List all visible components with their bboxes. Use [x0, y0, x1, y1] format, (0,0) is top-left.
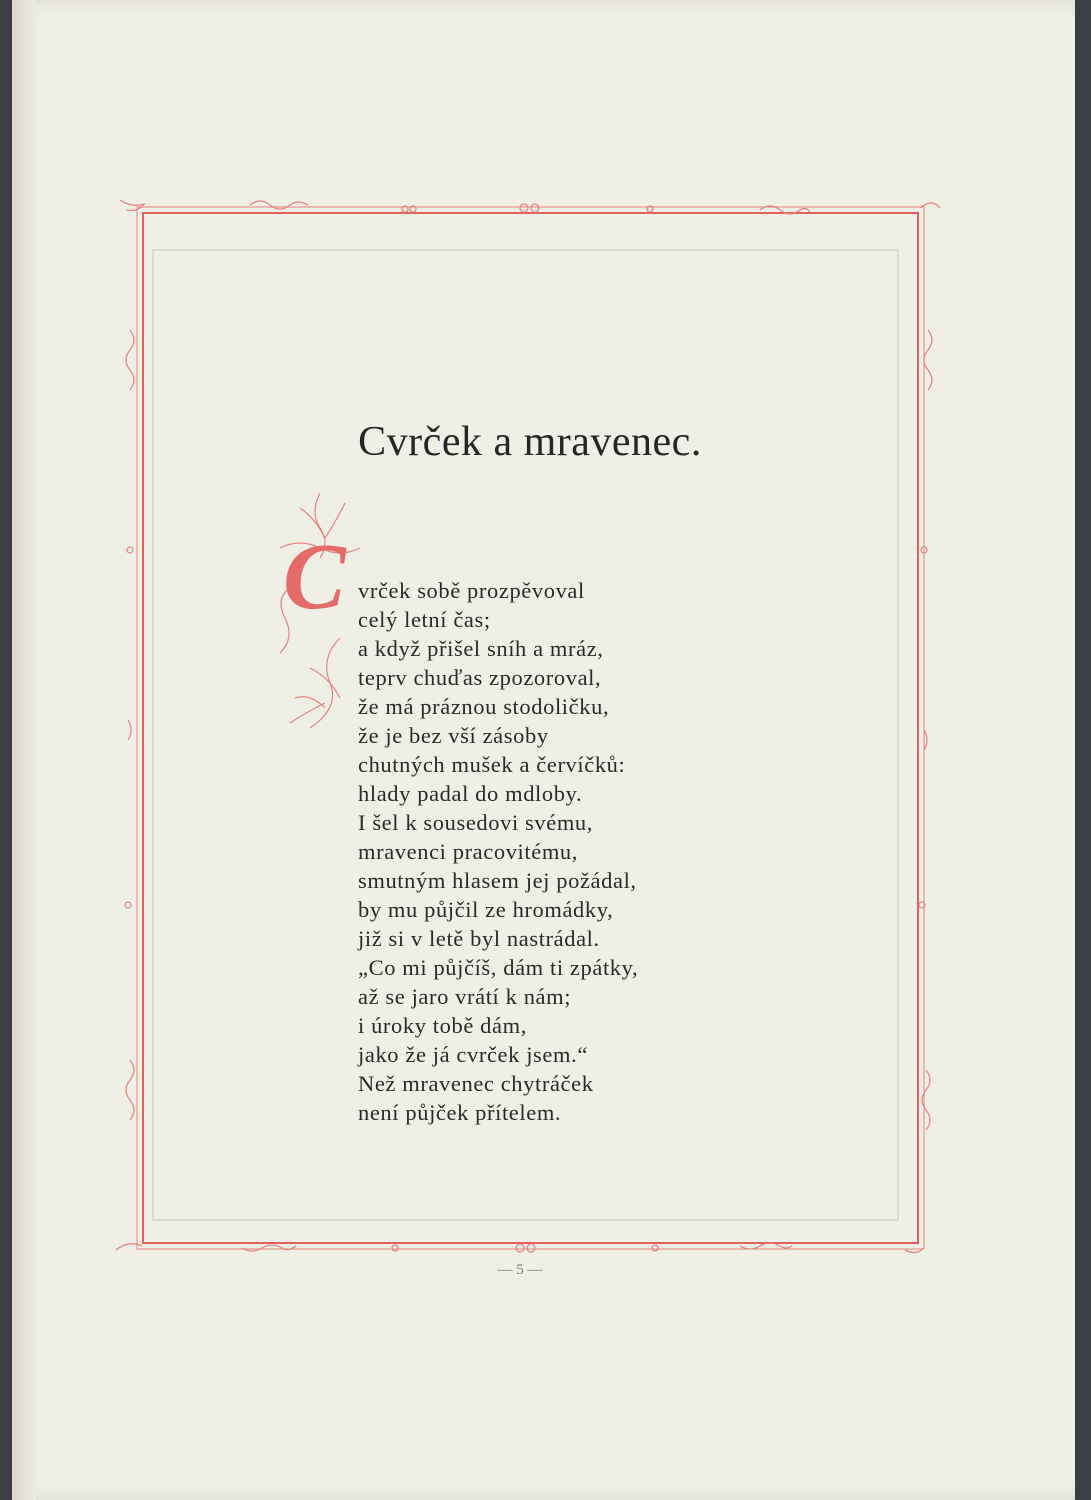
poem-line: hlady padal do mdloby. — [358, 781, 583, 806]
poem-line: by mu půjčil ze hromádky, — [358, 897, 614, 922]
page-number: — 5 — — [497, 1262, 543, 1278]
poem-line: vrček sobě prozpěvoval — [358, 578, 585, 603]
poem-line: mravenci pracovitému, — [358, 839, 579, 864]
poem-line: jako že já cvrček jsem.“ — [358, 1042, 588, 1067]
poem-line: teprv chuďas zpozoroval, — [358, 665, 602, 690]
poem-line: Než mravenec chytráček — [358, 1071, 594, 1096]
drop-cap-letter: C — [283, 525, 346, 629]
poem-line: již si v letě byl nastrádal. — [358, 926, 600, 951]
poem-line: že má práznou stodoličku, — [358, 694, 610, 719]
poem-line: že je bez vší zásoby — [358, 723, 549, 748]
poem-line: i úroky tobě dám, — [358, 1013, 527, 1038]
poem-line: chutných mušek a červíčků: — [358, 752, 626, 777]
page-title: Cvrček a mravenec. — [358, 419, 702, 465]
poem-line: až se jaro vrátí k nám; — [358, 984, 572, 1009]
poem-line: „Co mi půjčíš, dám ti zpátky, — [358, 955, 639, 980]
poem-line: a když přišel sníh a mráz, — [358, 636, 604, 661]
poem-line: smutným hlasem jej požádal, — [358, 868, 637, 893]
poem-line: není půjček přítelem. — [358, 1100, 562, 1125]
poem-line: I šel k sousedovi svému, — [358, 810, 594, 835]
poem-text — [358, 576, 758, 1127]
poem-line: celý letní čas; — [358, 607, 491, 632]
